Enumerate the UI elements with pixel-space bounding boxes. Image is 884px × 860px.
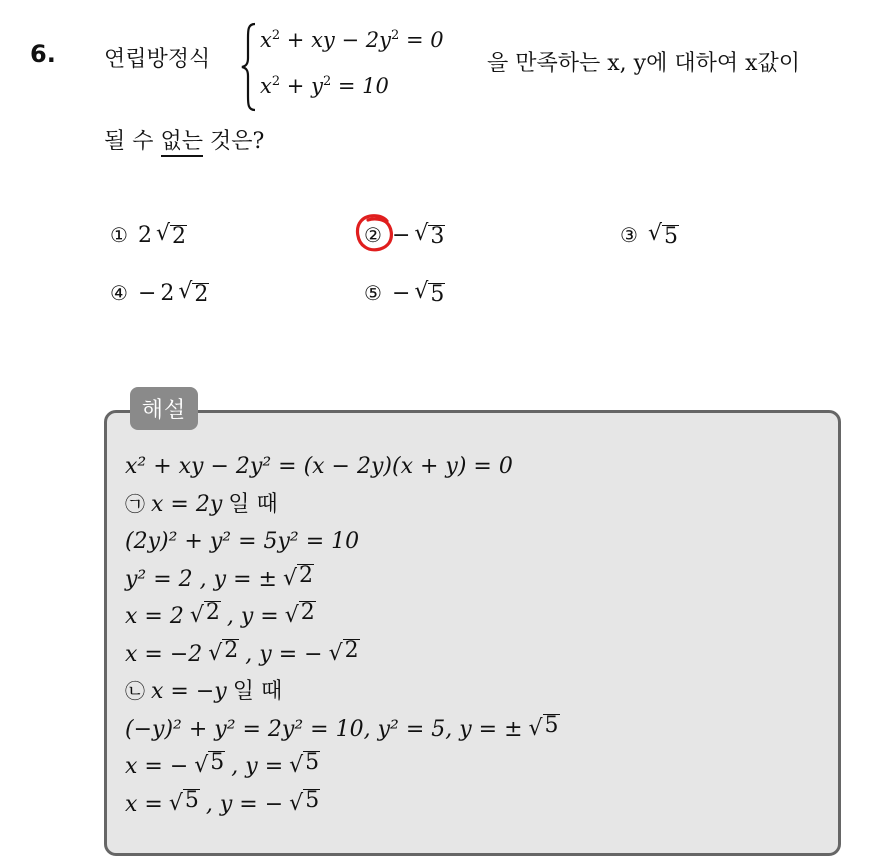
solution-line: x = 2 √ 2 , y = √ 2 [125,598,560,636]
solution-line: (2y)² + y² = 5y² = 10 [125,529,360,554]
sqrt-symbol: √ 5 [194,750,225,778]
choice-value [138,222,187,248]
solution-line: x = √ 5 , y = − √ 5 [125,786,560,824]
sqrt-symbol: √ 2 [178,279,209,307]
choice-3[interactable] [620,222,679,248]
solution-line: x = − √ 5 , y = √ 5 [125,748,560,786]
sqrt-symbol: √ 3 [414,221,445,249]
choice-4[interactable] [110,280,209,306]
sqrt-symbol: √ 5 [289,750,320,778]
choice-sign: − [391,222,411,248]
sqrt-symbol: √ 2 [284,600,315,628]
question-line2-post: 것은? [210,129,265,154]
question-line2-pre: 될 수 [104,129,154,154]
system-equation-1: $x^2$ + xy − $2y^2 = 0$ [260,28,444,52]
question-number: 6. [30,40,56,68]
solution-line: ㉠ x = 2y 일 때 [125,486,560,524]
question-suffix: 을 만족하는 x, y에 대하여 x값이 [487,51,800,76]
choice-number: ④ [110,281,128,305]
solution-title: 해설 [130,387,198,430]
answer-circle-mark-icon [354,212,396,254]
solution-lines [125,448,560,823]
sqrt-symbol: √ 2 [189,600,220,628]
sqrt-symbol: √ 5 [168,787,199,816]
sqrt-symbol: √ 2 [328,637,359,666]
left-brace-icon [240,22,258,112]
system-equation-2: $x^2 + y^2 = 10$ [260,74,389,98]
case-marker-a: ㉠ [125,491,145,516]
sqrt-symbol: √ 2 [282,562,313,591]
sqrt-symbol: √ 5 [528,712,559,741]
choice-5[interactable] [364,280,445,306]
choice-1[interactable] [110,222,187,248]
solution-line: (−y)² + y² = 2y² = 10, y² = 5, y = ± √ 5 [125,711,560,749]
sqrt-symbol: √ 2 [208,637,239,666]
case-marker-b: ㉡ [125,679,145,703]
question-line-2 [104,124,264,155]
question-prefix: 연립방정식 [104,47,211,72]
solution-line: ㉡ x = −y 일 때 [125,673,560,711]
choice-number: ③ [620,223,638,247]
choice-coef: 2 [137,222,152,248]
choice-value [392,222,445,248]
choice-value [648,222,679,248]
sqrt-symbol: √ 2 [155,221,186,249]
sqrt-symbol: √ 5 [289,787,320,816]
sqrt-symbol: √ 5 [414,279,445,307]
question-emphasis: 없는 [161,129,204,157]
choice-coef: 2 [160,280,175,306]
solution-line: x² + xy − 2y² = (x − 2y)(x + y) = 0 [125,454,513,479]
solution-line: x = −2 √ 2 , y = − √ 2 [125,636,560,674]
choice-number: ⑤ [364,281,382,305]
solution-line: y² = 2 , y = ± √ 2 [125,561,560,599]
choice-number: ② [364,223,382,247]
choice-value [392,280,445,306]
choice-number: ① [110,223,128,247]
choice-sign: − [391,280,411,306]
sqrt-symbol: √ 5 [647,221,678,249]
choice-sign: − [137,280,157,306]
choice-value [138,280,209,306]
